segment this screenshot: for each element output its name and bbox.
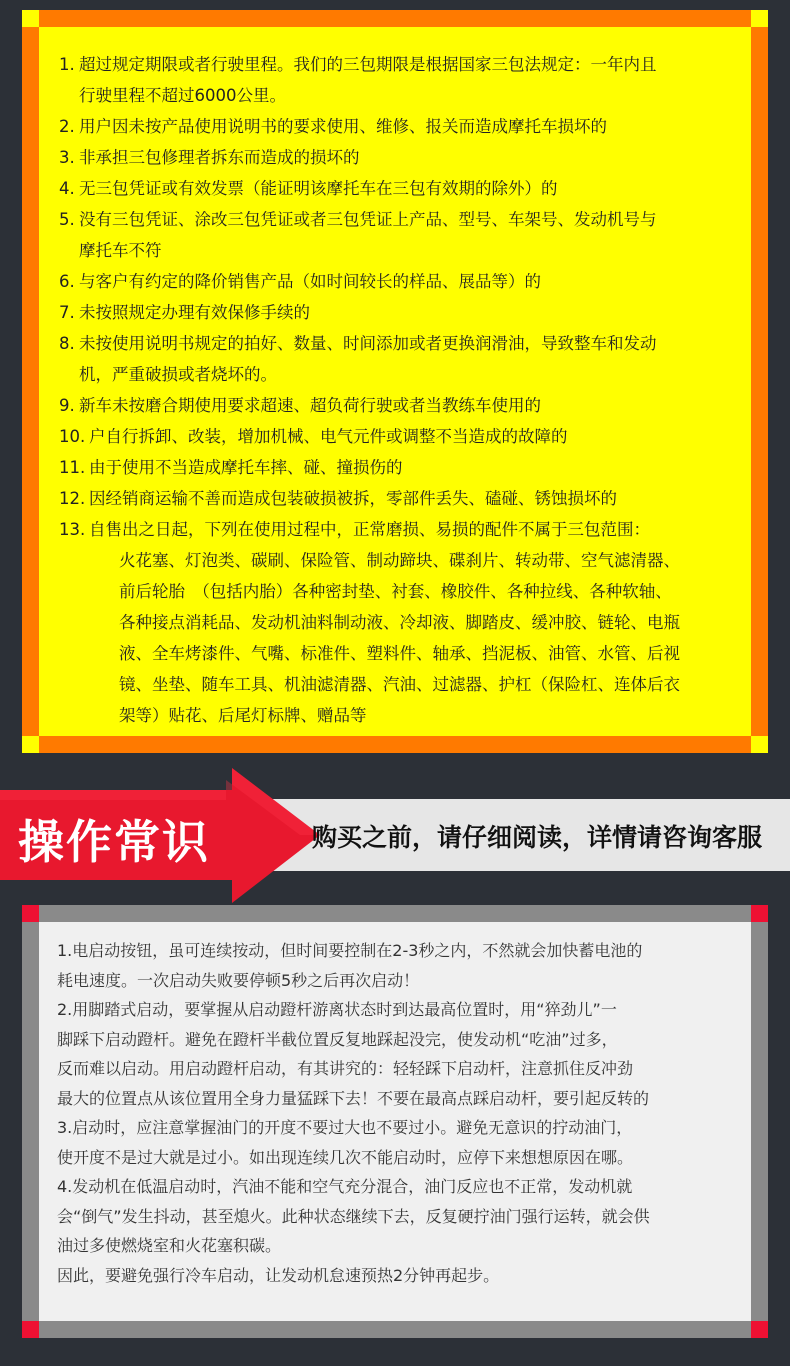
operation-line: 反而难以启动。用启动蹬杆启动，有其讲究的：轻轻踩下启动杆，注意抓住反冲劲 xyxy=(57,1059,634,1078)
list-item-text: 户自行拆卸、改装，增加机械、电气元件或调整不当造成的故障的 xyxy=(89,427,568,446)
list-item-number xyxy=(59,576,89,607)
corner-decoration xyxy=(22,905,39,922)
list-item-number xyxy=(59,359,79,390)
operation-tips-text xyxy=(39,922,751,1290)
list-item-number: 2. xyxy=(59,117,75,136)
list-item xyxy=(59,390,751,421)
corner-decoration xyxy=(751,1321,768,1338)
list-item xyxy=(59,421,751,452)
corner-decoration xyxy=(751,905,768,922)
list-item-continuation xyxy=(59,700,751,731)
corner-decoration xyxy=(22,736,39,753)
operation-line: 油过多使燃烧室和火花塞积碳。 xyxy=(57,1236,282,1255)
operation-line: 耗电速度。一次启动失败要停顿5秒之后再次启动！ xyxy=(57,970,420,990)
list-item-text: 非承担三包修理者拆东而造成的损坏的 xyxy=(79,148,360,167)
list-item-number xyxy=(59,700,89,731)
list-item-number xyxy=(59,607,89,638)
list-item-continuation xyxy=(59,576,751,607)
list-item xyxy=(59,49,751,80)
list-item-text: 因经销商运输不善而造成包装破损被拆，零部件丢失、磕碰、锈蚀损坏的 xyxy=(89,489,617,508)
operation-line: 1.电启动按钮，虽可连续按动，但时间要控制在2-3秒之内，不然就会加快蓄电池的 xyxy=(57,941,643,960)
list-item-text: 镜、坐垫、随车工具、机油滤清器、汽油、过滤器、护杠（保险杠、连体后衣 xyxy=(119,675,680,694)
list-item-number: 9. xyxy=(59,396,75,415)
list-item-continuation xyxy=(59,638,751,669)
list-item-number xyxy=(59,638,89,669)
list-item-number: 13. xyxy=(59,520,86,539)
list-item xyxy=(59,483,751,514)
warranty-exclusions-content xyxy=(39,27,751,736)
operation-line: 3.启动时，应注意掌握油门的开度不要过大也不要过小。避免无意识的拧动油门， xyxy=(57,1118,633,1137)
operation-tips-content xyxy=(39,922,751,1321)
corner-decoration xyxy=(22,10,39,27)
list-item-text: 前后轮胎 （包括内胎）各种密封垫、衬套、橡胶件、各种拉线、各种软轴、 xyxy=(119,582,672,601)
list-item-number xyxy=(59,669,89,700)
list-item-number xyxy=(59,545,89,576)
list-item-text: 液、全车烤漆件、气嘴、标准件、塑料件、轴承、挡泥板、油管、水管、后视 xyxy=(119,644,680,663)
list-item-text: 行驶里程不超过6000公里。 xyxy=(79,86,286,105)
list-item-text: 未按使用说明书规定的拍好、数量、时间添加或者更换润滑油，导致整车和发动 xyxy=(79,334,657,353)
list-item-number: 7. xyxy=(59,303,75,322)
list-item xyxy=(59,514,751,545)
list-item-text: 与客户有约定的降价销售产品（如时间较长的样品、展品等）的 xyxy=(79,272,541,291)
list-item-continuation xyxy=(59,359,751,390)
list-item-continuation xyxy=(59,607,751,638)
list-item-number: 8. xyxy=(59,334,75,353)
list-item-number: 1. xyxy=(59,55,75,74)
operation-line: 4.发动机在低温启动时，汽油不能和空气充分混合，油门反应也不正常，发动机就 xyxy=(57,1177,633,1196)
list-item-text: 机，严重破损或者烧坏的。 xyxy=(79,365,277,384)
list-item-text: 各种接点消耗品、发动机油料制动液、冷却液、脚踏皮、缓冲胶、链轮、电瓶 xyxy=(119,613,680,632)
list-item-number: 4. xyxy=(59,179,75,198)
list-item xyxy=(59,266,751,297)
banner-subtitle: 购买之前，请仔细阅读，详情请咨询客服 xyxy=(312,823,763,852)
operation-line: 使开度不是过大就是过小。如出现连续几次不能启动时，应停下来想想原因在哪。 xyxy=(57,1147,634,1167)
list-item-text: 自售出之日起，下列在使用过程中，正常磨损、易损的配件不属于三包范围： xyxy=(89,520,650,539)
banner-title: 操作常识 xyxy=(18,815,210,869)
list-item-text: 无三包凭证或有效发票（能证明该摩托车在三包有效期的除外）的 xyxy=(79,179,558,198)
list-item-text: 火花塞、灯泡类、碳刷、保险管、制动蹄块、碟刹片、转动带、空气滤清器、 xyxy=(119,551,680,570)
list-item-text: 由于使用不当造成摩托车摔、碰、撞损伤的 xyxy=(89,458,403,477)
list-item xyxy=(59,142,751,173)
corner-decoration xyxy=(751,736,768,753)
list-item-text: 新车未按磨合期使用要求超速、超负荷行驶或者当教练车使用的 xyxy=(79,396,541,415)
operation-line: 2.用脚踏式启动，要掌握从启动蹬杆游离状态时到达最高位置时，用“猝劲儿”一 xyxy=(57,1000,617,1019)
list-item xyxy=(59,328,751,359)
operation-line: 因此，要避免强行冷车启动，让发动机怠速预热2分钟再起步。 xyxy=(57,1265,500,1285)
list-item xyxy=(59,297,751,328)
section-banner xyxy=(0,768,790,903)
list-item-text: 没有三包凭证、涂改三包凭证或者三包凭证上产品、型号、车架号、发动机号与 xyxy=(79,210,657,229)
list-item xyxy=(59,204,751,235)
operation-line: 脚踩下启动蹬杆。避免在蹬杆半截位置反复地踩起没完，使发动机“吃油”过多， xyxy=(57,1029,618,1049)
list-item xyxy=(59,111,751,142)
list-item-text: 架等）贴花、后尾灯标牌、赠品等 xyxy=(119,706,367,725)
list-item-number: 10. xyxy=(59,427,86,446)
list-item-continuation xyxy=(59,545,751,576)
list-item xyxy=(59,173,751,204)
operation-line: 会“倒气”发生抖动，甚至熄火。此种状态继续下去，反复硬拧油门强行运转，就会供 xyxy=(57,1206,650,1226)
list-item-number xyxy=(59,80,79,111)
list-item xyxy=(59,452,751,483)
list-item-continuation xyxy=(59,80,751,111)
list-item-continuation xyxy=(59,235,751,266)
list-item-number: 11. xyxy=(59,458,86,477)
list-item-text: 摩托车不符 xyxy=(79,241,162,260)
list-item-number xyxy=(59,235,79,266)
list-item-text: 未按照规定办理有效保修手续的 xyxy=(79,303,310,322)
warranty-exclusions-list xyxy=(39,27,751,731)
list-item-number: 12. xyxy=(59,489,86,508)
operation-tips-panel xyxy=(22,905,768,1338)
list-item-text: 超过规定期限或者行驶里程。我们的三包期限是根据国家三包法规定：一年内且 xyxy=(79,55,657,74)
list-item-text: 用户因未按产品使用说明书的要求使用、维修、报关而造成摩托车损坏的 xyxy=(79,117,607,136)
list-item-number: 3. xyxy=(59,148,75,167)
corner-decoration xyxy=(751,10,768,27)
operation-line: 最大的位置点从该位置用全身力量猛踩下去！不要在最高点踩启动杆，要引起反转的 xyxy=(57,1088,650,1108)
corner-decoration xyxy=(22,1321,39,1338)
list-item-number: 5. xyxy=(59,210,75,229)
warranty-exclusions-panel xyxy=(22,10,768,753)
list-item-continuation xyxy=(59,669,751,700)
list-item-number: 6. xyxy=(59,272,75,291)
